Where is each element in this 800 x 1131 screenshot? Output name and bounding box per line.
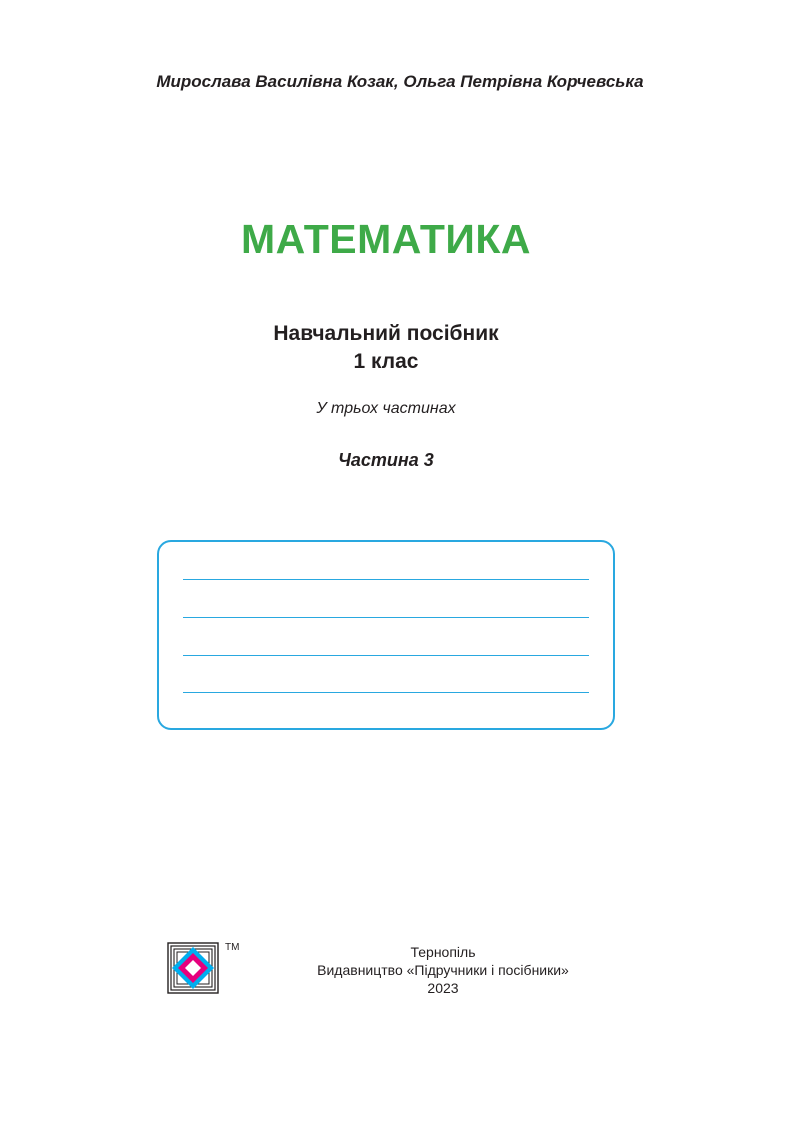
owner-name-box (157, 540, 615, 730)
write-line-1 (183, 579, 589, 580)
subtitle-grade: 1 клас (353, 350, 419, 373)
publication-year: 2023 (427, 980, 459, 996)
parts-note: У трьох частинах (316, 400, 456, 417)
publisher-logo-icon (167, 942, 219, 994)
trademark-mark: ТМ (225, 942, 240, 953)
publisher-diamond-logo-icon (167, 942, 219, 994)
publisher-city: Тернопіль (410, 944, 476, 960)
book-subtitle (0, 320, 772, 376)
publisher-imprint (264, 943, 622, 997)
write-line-3 (183, 655, 589, 656)
write-line-2 (183, 617, 589, 618)
authors: Мирослава Василівна Козак, Ольга Петрівна Корчевська (156, 72, 644, 91)
part-number: Частина 3 (338, 450, 434, 470)
subtitle-type: Навчальний посібник (273, 322, 499, 345)
book-title: МАТЕМАТИКА (241, 216, 531, 262)
write-line-4 (183, 692, 589, 693)
publisher-name: Видавництво «Підручники і посібники» (317, 962, 569, 978)
